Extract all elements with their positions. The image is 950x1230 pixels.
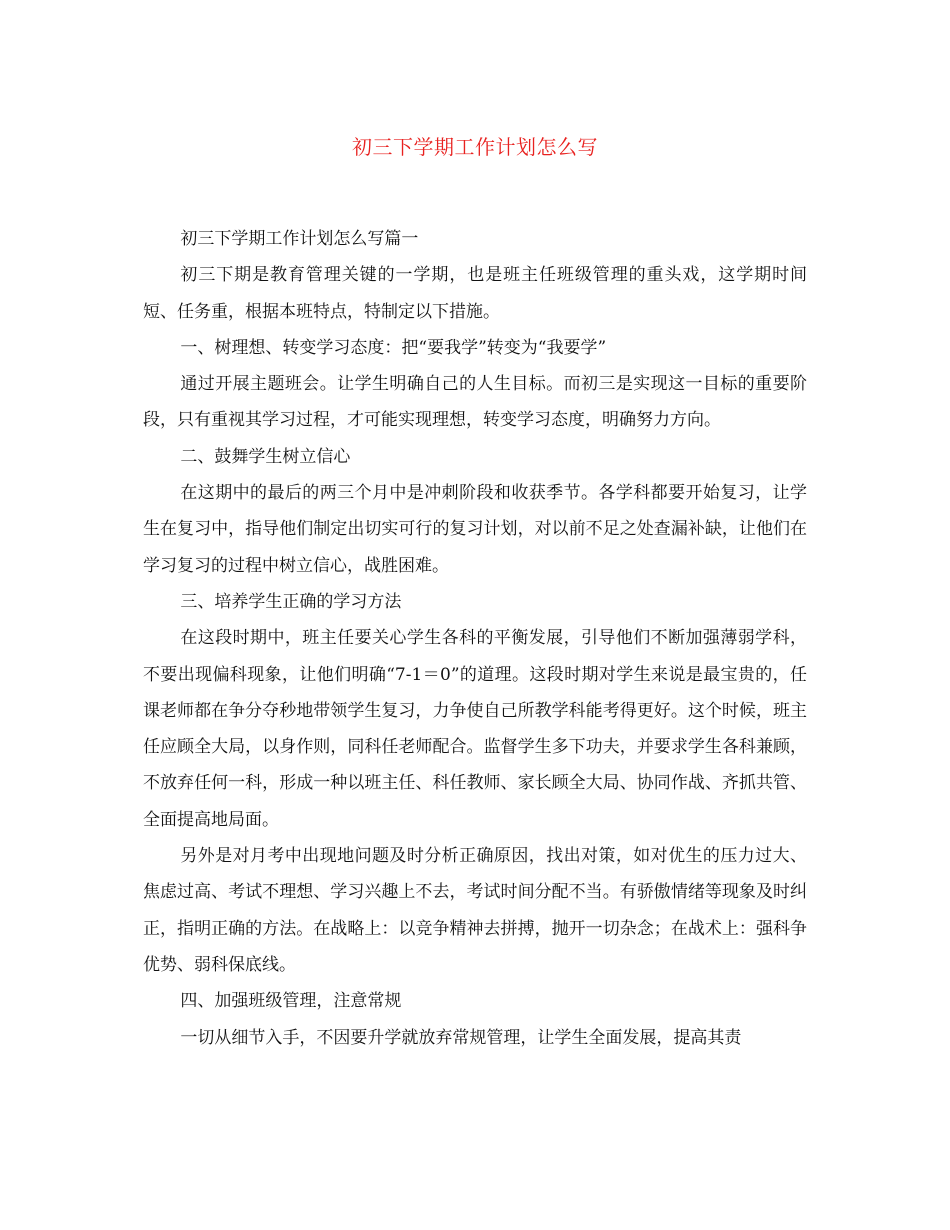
document-title: 初三下学期工作计划怎么写: [352, 135, 598, 159]
paragraph-section-1: 通过开展主题班会。让学生明确自己的人生目标。而初三是实现这一目标的重要阶段，只有重视其学习过程，才可能实现理想，转变学习态度，明确努力方向。: [143, 374, 807, 431]
section-heading-4: 四、加强班级管理，注意常规: [180, 991, 402, 1012]
section-heading-3: 三、培养学生正确的学习方法: [180, 591, 402, 612]
paragraph-section-4: 一切从细节入手，不因要升学就放弃常规管理，让学生全面发展，提高其责: [180, 1027, 742, 1048]
document-body: [143, 221, 807, 1056]
section-heading-1: 一、树理想、转变学习态度：把“要我学”转变为“我要学”: [180, 337, 607, 358]
paragraph-section-3: 在这段时期中，班主任要关心学生各科的平衡发展，引导他们不断加强薄弱学科，不要出现偏科现象，让他们明确“7-1＝0”的道理。这段时期对学生来说是最宝贵的，任课老师都在争分夺秒地带领学生复习，力争使自己所教学科能考得更好。这个时候，班主任应顾全大局，以身作则，同科任老师配合。监督学生多下功夫，并要求学生各科兼顾，不放弃任何一科，形成一种以班主任、科任教师、家长顾全大局、协同作战、齐抓共管、全面提高地局面。: [143, 628, 807, 830]
section-heading-intro: 初三下学期工作计划怎么写篇一: [180, 229, 419, 249]
section-heading-2: 二、鼓舞学生树立信心: [180, 446, 351, 467]
paragraph-section-3-extra: 另外是对月考中出现地问题及时分析正确原因，找出对策，如对优生的压力过大、焦虑过高、考试不理想、学习兴趣上不去，考试时间分配不当。有骄傲情绪等现象及时纠正，指明正确的方法。在战略上：以竞争精神去拼搏，抛开一切杂念；在战术上：强科争优势、弱科保底线。: [143, 846, 807, 975]
paragraph-intro: 初三下期是教育管理关键的一学期，也是班主任班级管理的重头戏，这学期时间短、任务重，根据本班特点，特制定以下措施。: [143, 265, 807, 322]
paragraph-section-2: 在这期中的最后的两三个月中是冲刺阶段和收获季节。各学科都要开始复习，让学生在复习中，指导他们制定出切实可行的复习计划，对以前不足之处查漏补缺，让他们在学习复习的过程中树立信心，战胜困难。: [143, 483, 807, 576]
